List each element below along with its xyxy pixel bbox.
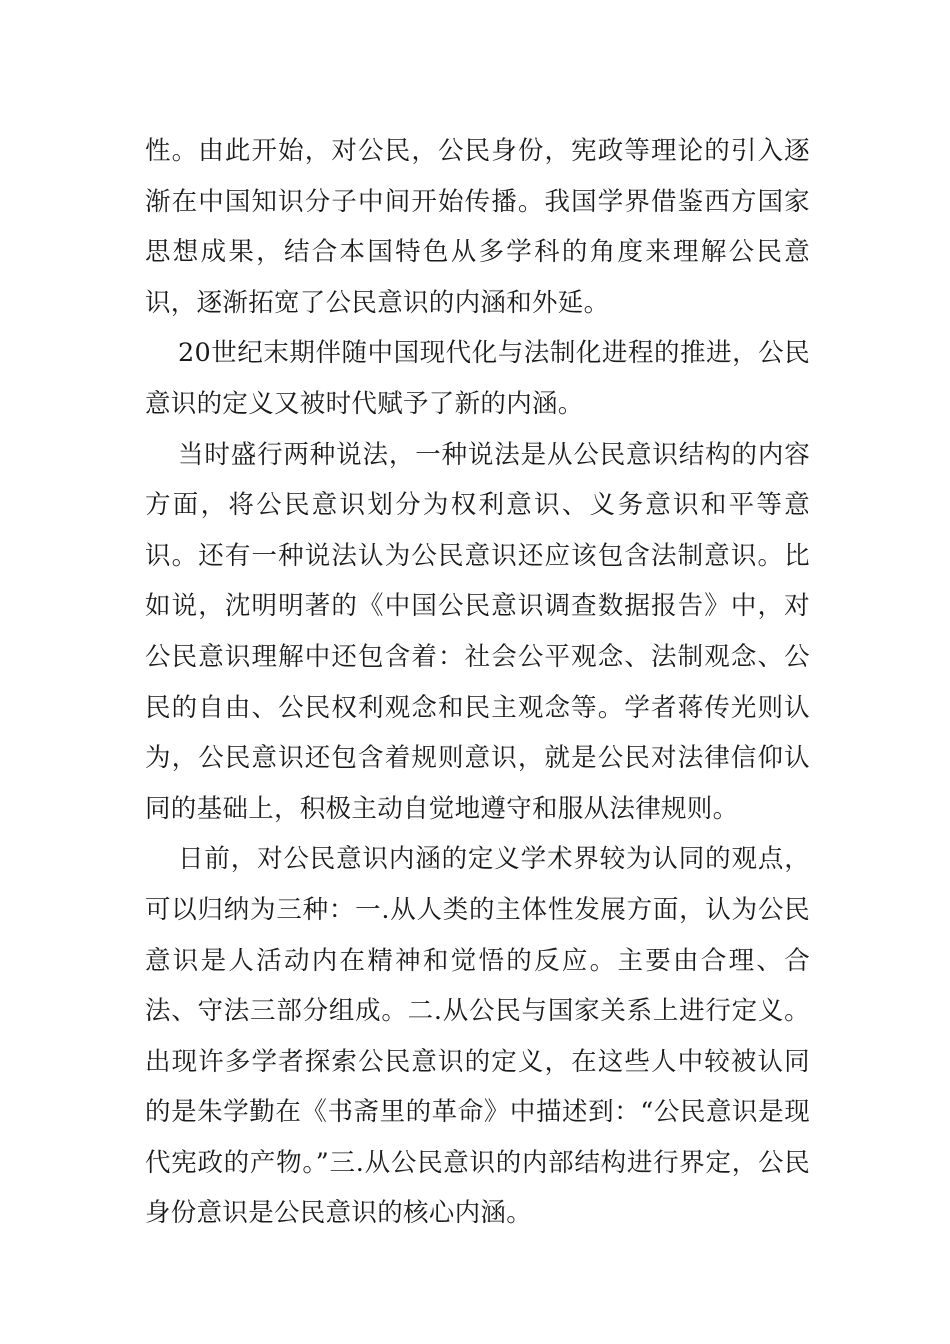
paragraph-three-definitions: 日前，对公民意识内涵的定义学术界较为认同的观点，可以归纳为三种：一.从人类的主体性发展方面，认为公民意识是人活动内在精神和觉悟的反应。主要由合理、合法、守法三部分组成。二.从公民与国家关系上进行定义。出现许多学者探索公民意识的定义，在这些人中较被认同的是朱学勤在《书斋里的革命》中描述到：“公民意识是现代宪政的产物。”三.从公民意识的内部结构进行界定，公民身份意识是公民意识的核心内涵。 [145, 844, 810, 1229]
paragraph-continuation: 性。由此开始，对公民，公民身份，宪政等理论的引入逐渐在中国知识分子中间开始传播。我国学界借鉴西方国家思想成果，结合本国特色从多学科的角度来理解公民意识，逐渐拓宽了公民意识的内涵和外延。 [145, 136, 810, 318]
paragraph-20th-century: 20世纪末期伴随中国现代化与法制化进程的推进，公民意识的定义又被时代赋予了新的内涵。 [145, 338, 810, 419]
document-body [145, 126, 810, 1239]
paragraph-two-views: 当时盛行两种说法，一种说法是从公民意识结构的内容方面，将公民意识划分为权利意识、义务意识和平等意识。还有一种说法认为公民意识还应该包含法制意识。比如说，沈明明著的《中国公民意识调查数据报告》中，对公民意识理解中还包含着：社会公平观念、法制观念、公民的自由、公民权利观念和民主观念等。学者蒋传光则认为，公民意识还包含着规则意识，就是公民对法律信仰认同的基础上，积极主动自觉地遵守和服从法律规则。 [145, 439, 810, 824]
